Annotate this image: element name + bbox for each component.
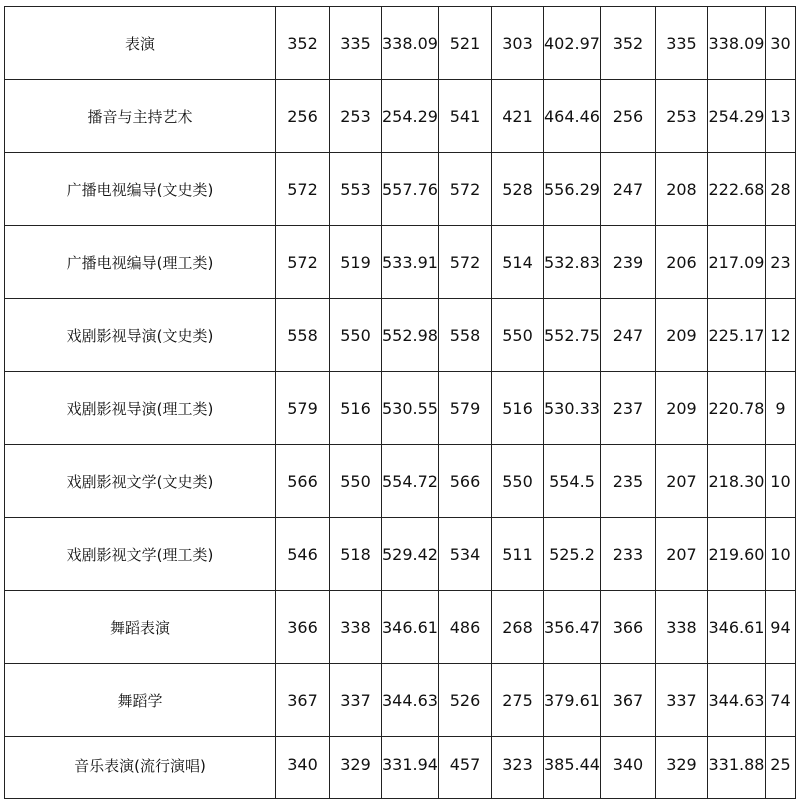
score-cell: 421 <box>491 80 543 153</box>
score-cell: 338 <box>655 591 707 664</box>
score-cell: 572 <box>438 226 491 299</box>
score-cell: 254.29 <box>382 80 439 153</box>
table-row <box>5 153 796 226</box>
table-row <box>5 372 796 445</box>
score-cell: 518 <box>330 518 382 591</box>
score-cell: 352 <box>600 7 655 80</box>
score-cell: 352 <box>276 7 330 80</box>
score-cell: 338.09 <box>707 7 765 80</box>
score-cell: 533.91 <box>382 226 439 299</box>
score-cell: 329 <box>330 737 382 799</box>
score-cell: 344.63 <box>382 664 439 737</box>
score-cell: 526 <box>438 664 491 737</box>
score-cell: 30 <box>765 7 795 80</box>
score-cell: 206 <box>655 226 707 299</box>
score-cell: 254.29 <box>707 80 765 153</box>
score-cell: 239 <box>600 226 655 299</box>
score-cell: 247 <box>600 299 655 372</box>
score-cell: 367 <box>276 664 330 737</box>
score-cell: 337 <box>330 664 382 737</box>
score-cell: 344.63 <box>707 664 765 737</box>
score-cell: 340 <box>600 737 655 799</box>
score-cell: 338 <box>330 591 382 664</box>
score-cell: 329 <box>655 737 707 799</box>
score-cell: 554.5 <box>543 445 600 518</box>
score-cell: 346.61 <box>707 591 765 664</box>
score-cell: 28 <box>765 153 795 226</box>
score-cell: 566 <box>276 445 330 518</box>
major-name-cell: 戏剧影视导演(文史类) <box>5 299 276 372</box>
score-cell: 225.17 <box>707 299 765 372</box>
score-cell: 367 <box>600 664 655 737</box>
score-cell: 209 <box>655 299 707 372</box>
score-cell: 521 <box>438 7 491 80</box>
table-row <box>5 518 796 591</box>
score-cell: 385.44 <box>543 737 600 799</box>
score-cell: 511 <box>491 518 543 591</box>
score-cell: 532.83 <box>543 226 600 299</box>
score-cell: 331.94 <box>382 737 439 799</box>
score-cell: 556.29 <box>543 153 600 226</box>
score-cell: 534 <box>438 518 491 591</box>
table-row <box>5 226 796 299</box>
score-cell: 558 <box>438 299 491 372</box>
score-cell: 552.75 <box>543 299 600 372</box>
score-cell: 13 <box>765 80 795 153</box>
score-cell: 25 <box>765 737 795 799</box>
score-cell: 303 <box>491 7 543 80</box>
score-cell: 525.2 <box>543 518 600 591</box>
major-name-cell: 戏剧影视文学(理工类) <box>5 518 276 591</box>
score-cell: 335 <box>330 7 382 80</box>
score-cell: 550 <box>330 445 382 518</box>
score-cell: 10 <box>765 518 795 591</box>
score-cell: 256 <box>276 80 330 153</box>
score-cell: 550 <box>491 445 543 518</box>
score-cell: 579 <box>276 372 330 445</box>
score-cell: 237 <box>600 372 655 445</box>
score-cell: 207 <box>655 518 707 591</box>
table-row <box>5 299 796 372</box>
score-cell: 457 <box>438 737 491 799</box>
major-name-cell: 广播电视编导(理工类) <box>5 226 276 299</box>
score-cell: 550 <box>330 299 382 372</box>
major-name-cell: 表演 <box>5 7 276 80</box>
score-cell: 552.98 <box>382 299 439 372</box>
score-cell: 9 <box>765 372 795 445</box>
score-cell: 541 <box>438 80 491 153</box>
table-body <box>5 7 796 799</box>
score-cell: 12 <box>765 299 795 372</box>
major-name-cell: 音乐表演(流行演唱) <box>5 737 276 799</box>
table-row <box>5 591 796 664</box>
score-cell: 566 <box>438 445 491 518</box>
score-cell: 366 <box>276 591 330 664</box>
score-cell: 346.61 <box>382 591 439 664</box>
score-cell: 572 <box>276 226 330 299</box>
score-cell: 207 <box>655 445 707 518</box>
score-cell: 23 <box>765 226 795 299</box>
major-name-cell: 戏剧影视文学(文史类) <box>5 445 276 518</box>
score-cell: 340 <box>276 737 330 799</box>
major-name-cell: 戏剧影视导演(理工类) <box>5 372 276 445</box>
score-table <box>4 6 796 799</box>
score-cell: 235 <box>600 445 655 518</box>
score-cell: 366 <box>600 591 655 664</box>
score-cell: 253 <box>330 80 382 153</box>
score-cell: 558 <box>276 299 330 372</box>
score-cell: 528 <box>491 153 543 226</box>
major-name-cell: 舞蹈学 <box>5 664 276 737</box>
score-cell: 217.09 <box>707 226 765 299</box>
score-cell: 247 <box>600 153 655 226</box>
table-row <box>5 664 796 737</box>
score-cell: 220.78 <box>707 372 765 445</box>
score-cell: 256 <box>600 80 655 153</box>
major-name-cell: 广播电视编导(文史类) <box>5 153 276 226</box>
major-name-cell: 舞蹈表演 <box>5 591 276 664</box>
score-cell: 74 <box>765 664 795 737</box>
score-cell: 275 <box>491 664 543 737</box>
score-cell: 402.97 <box>543 7 600 80</box>
score-cell: 209 <box>655 372 707 445</box>
score-cell: 530.55 <box>382 372 439 445</box>
score-cell: 356.47 <box>543 591 600 664</box>
score-cell: 529.42 <box>382 518 439 591</box>
score-cell: 516 <box>330 372 382 445</box>
table-row <box>5 7 796 80</box>
score-cell: 514 <box>491 226 543 299</box>
major-name-cell: 播音与主持艺术 <box>5 80 276 153</box>
score-cell: 208 <box>655 153 707 226</box>
table-row <box>5 445 796 518</box>
score-cell: 268 <box>491 591 543 664</box>
score-cell: 464.46 <box>543 80 600 153</box>
score-cell: 323 <box>491 737 543 799</box>
score-cell: 222.68 <box>707 153 765 226</box>
score-cell: 219.60 <box>707 518 765 591</box>
score-cell: 337 <box>655 664 707 737</box>
score-cell: 572 <box>438 153 491 226</box>
score-cell: 331.88 <box>707 737 765 799</box>
score-cell: 579 <box>438 372 491 445</box>
score-cell: 550 <box>491 299 543 372</box>
score-cell: 519 <box>330 226 382 299</box>
score-cell: 379.61 <box>543 664 600 737</box>
score-cell: 218.30 <box>707 445 765 518</box>
table-row <box>5 80 796 153</box>
score-cell: 10 <box>765 445 795 518</box>
score-cell: 516 <box>491 372 543 445</box>
score-cell: 557.76 <box>382 153 439 226</box>
score-cell: 530.33 <box>543 372 600 445</box>
score-cell: 253 <box>655 80 707 153</box>
score-cell: 553 <box>330 153 382 226</box>
score-cell: 335 <box>655 7 707 80</box>
score-cell: 486 <box>438 591 491 664</box>
score-cell: 338.09 <box>382 7 439 80</box>
score-cell: 554.72 <box>382 445 439 518</box>
score-cell: 546 <box>276 518 330 591</box>
score-cell: 94 <box>765 591 795 664</box>
score-cell: 233 <box>600 518 655 591</box>
table-row <box>5 737 796 799</box>
score-cell: 572 <box>276 153 330 226</box>
